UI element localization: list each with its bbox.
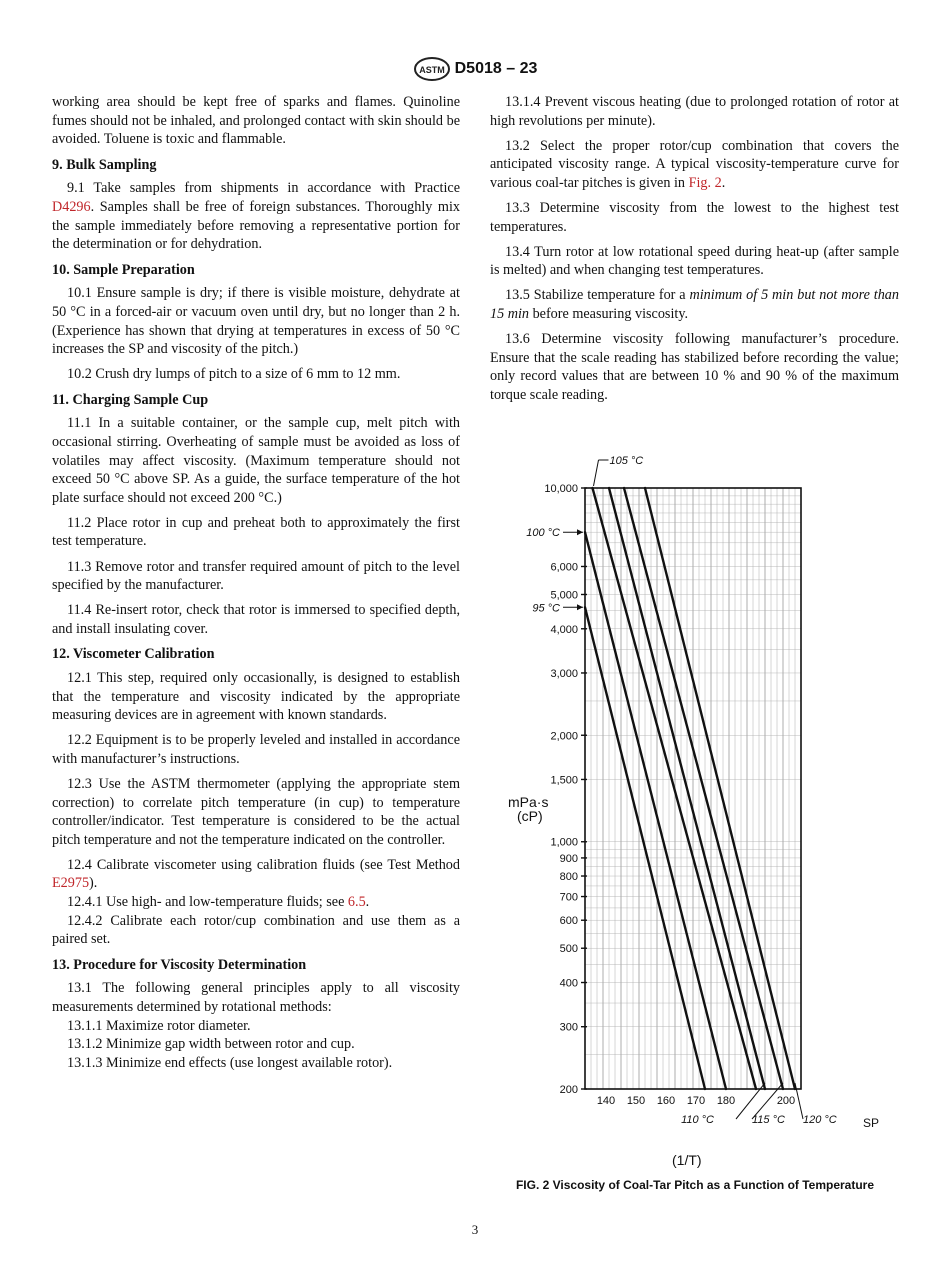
para-10-1: 10.1 Ensure sample is dry; if there is visible moisture, dehydrate at 50 °C in a forced-air or vacuum oven until dry, but no longer than 2 h. (Experience has shown that drying at temperatures in excess of 50 °C increases the SP and viscosity of the pitch.) bbox=[52, 285, 460, 358]
svg-text:ASTM: ASTM bbox=[418, 65, 445, 75]
para-9-1: 9.1 Take samples from shipments in accordance with Practice D4296. Samples shall be free of foreign substances. Thoroughly mix the sample immediately before removing a representative portion for the determination or for dehydration. bbox=[52, 180, 460, 253]
ref-d4296-link[interactable]: D4296 bbox=[52, 198, 91, 215]
series-line bbox=[645, 488, 795, 1089]
para-13-5: 13.5 Stabilize temperature for a minimum of 5 min but not more than 15 min before measuring viscosity. bbox=[490, 287, 899, 322]
arrow-head bbox=[577, 604, 583, 610]
x-tick-label: 170 bbox=[686, 1095, 706, 1107]
para-13-1-4: 13.1.4 Prevent viscous heating (due to prolonged rotation of rotor at high revolutions per minute). bbox=[490, 94, 899, 129]
ref-e2975-link[interactable]: E2975 bbox=[52, 875, 90, 892]
para-12-2: 12.2 Equipment is to be properly leveled and installed in accordance with manufacturer’s instructions. bbox=[52, 732, 460, 767]
annotation-bottom: 115 °C bbox=[752, 1114, 785, 1126]
page-number: 3 bbox=[471, 1222, 479, 1237]
para-13-1-2: 13.1.2 Minimize gap width between rotor and cup. bbox=[67, 1036, 355, 1053]
viscosity-chart bbox=[490, 455, 910, 1155]
y-tick-label: 4,000 bbox=[550, 623, 578, 636]
y-tick-label: 700 bbox=[559, 891, 578, 904]
para-13-1-1: 13.1.1 Maximize rotor diameter. bbox=[67, 1017, 251, 1034]
astm-logo-icon bbox=[413, 57, 451, 81]
right-column bbox=[490, 93, 899, 411]
arrow-head bbox=[577, 529, 583, 535]
y-axis-label-line2: (cP) bbox=[517, 808, 543, 824]
annotation-105c: 105 °C bbox=[609, 455, 644, 467]
figure-caption: FIG. 2 Viscosity of Coal-Tar Pitch as a Function of Temperature bbox=[515, 1178, 875, 1192]
annotation-left: 100 °C bbox=[526, 527, 560, 540]
ref-fig-2-link[interactable]: Fig. 2 bbox=[688, 174, 722, 191]
section-12-title: 12. Viscometer Calibration bbox=[52, 646, 215, 663]
page-header bbox=[0, 57, 950, 81]
y-tick-label: 1,500 bbox=[550, 774, 578, 787]
y-tick-label: 5,000 bbox=[550, 589, 578, 602]
y-tick-label: 500 bbox=[559, 943, 578, 956]
y-tick-label: 2,000 bbox=[550, 730, 578, 743]
para-11-3: 11.3 Remove rotor and transfer required amount of pitch to the level specified by the manufacturer. bbox=[52, 558, 460, 594]
para-11-2: 11.2 Place rotor in cup and preheat both to approximately the first test temperature. bbox=[52, 514, 460, 550]
para-12-3: 12.3 Use the ASTM thermometer (applying the appropriate stem correction) to correlate pitch temperature (in cup) to temperature controller/indicator. Test temperature is considered to be the actual pitch temperature and not the temperature indicated on the controller. bbox=[52, 776, 460, 848]
ref-6-5-link[interactable]: 6.5 bbox=[347, 894, 366, 911]
para-13-6: 13.6 Determine viscosity following manufacturer’s procedure. Ensure that the scale reading has stabilized before recording the value; only record values that are between 10 % and 90 % of the maximum torque scale reading. bbox=[490, 331, 899, 403]
y-tick-label: 1,000 bbox=[550, 836, 578, 849]
x-axis-label-below: (1/T) bbox=[672, 1152, 702, 1168]
y-axis-label-line1: mPa·s bbox=[508, 794, 549, 810]
y-tick-label: 3,000 bbox=[550, 667, 578, 680]
annotation-left: 95 °C bbox=[532, 602, 560, 615]
x-tick-label: 180 bbox=[716, 1095, 736, 1107]
section-9-title: 9. Bulk Sampling bbox=[52, 156, 157, 173]
section-13-title: 13. Procedure for Viscosity Determination bbox=[52, 956, 307, 973]
x-tick-label: 160 bbox=[656, 1095, 676, 1107]
x-tick-label: 200 bbox=[776, 1095, 796, 1107]
section-10-title: 10. Sample Preparation bbox=[52, 261, 195, 278]
para-12-4: 12.4 Calibrate viscometer using calibration fluids (see Test Method E2975). bbox=[52, 856, 460, 892]
document-id: D5018 – 23 bbox=[454, 60, 538, 77]
section-11-title: 11. Charging Sample Cup bbox=[52, 391, 209, 408]
para-13-2: 13.2 Select the proper rotor/cup combination that covers the anticipated viscosity range. A typical viscosity-temperature curve for various coal-tar pitches is given in Fig. 2. bbox=[490, 137, 899, 191]
sp-label: SP bbox=[863, 1116, 880, 1130]
para-11-1: 11.1 In a suitable container, or the sample cup, melt pitch with occasional stirring. Overheating of sample must be avoided as loss of volatiles may affect viscosity. (Maximum temperature should not exceed 50 °C above SP. As a guide, the surface temperature of the hot plate surface should not exceed 200 °C.) bbox=[52, 415, 460, 506]
para-13-4: 13.4 Turn rotor at low rotational speed during heat-up (after sample is melted) and when changing test temperatures. bbox=[490, 243, 899, 279]
para-13-1-3: 13.1.3 Minimize end effects (use longest available rotor). bbox=[67, 1054, 393, 1071]
y-tick-label: 200 bbox=[559, 1084, 578, 1096]
callout-line bbox=[594, 460, 609, 486]
annotation-bottom: 120 °C bbox=[803, 1114, 837, 1126]
para-12-1: 12.1 This step, required only occasionally, is designed to establish that the temperature and viscosity indicated by the appropriate measuring devices are in agreement with known standards. bbox=[52, 670, 460, 724]
y-tick-label: 6,000 bbox=[550, 561, 578, 574]
annotation-bottom: 110 °C bbox=[681, 1114, 714, 1126]
y-tick-label: 10,000 bbox=[544, 483, 578, 495]
y-tick-label: 600 bbox=[559, 915, 578, 928]
para-11-4: 11.4 Re-insert rotor, check that rotor is immersed to specified depth, and install insulating cover. bbox=[52, 602, 460, 637]
para-12-4-2: 12.4.2 Calibrate each rotor/cup combination and use them as a paired set. bbox=[52, 912, 460, 948]
y-tick-label: 400 bbox=[559, 977, 578, 990]
para-10-2: 10.2 Crush dry lumps of pitch to a size of 6 mm to 12 mm. bbox=[67, 366, 401, 383]
y-tick-label: 900 bbox=[559, 852, 578, 865]
y-tick-label: 800 bbox=[559, 871, 578, 884]
para-12-4-1: 12.4.1 Use high- and low-temperature fluids; see 6.5. bbox=[67, 894, 370, 911]
series-line bbox=[593, 488, 757, 1089]
x-tick-label: 140 bbox=[596, 1095, 616, 1107]
para-13-1: 13.1 The following general principles apply to all viscosity measurements determined by rotational methods: bbox=[52, 980, 460, 1016]
y-tick-label: 300 bbox=[559, 1021, 578, 1034]
para-13-3: 13.3 Determine viscosity from the lowest to the highest test temperatures. bbox=[490, 199, 899, 235]
intro-paragraph: working area should be kept free of sparks and flames. Quinoline fumes should not be inhaled, and prolonged contact with skin should be avoided. Toluene is toxic and flammable. bbox=[52, 94, 460, 148]
x-tick-label: 150 bbox=[626, 1095, 646, 1107]
left-column bbox=[52, 93, 460, 1072]
